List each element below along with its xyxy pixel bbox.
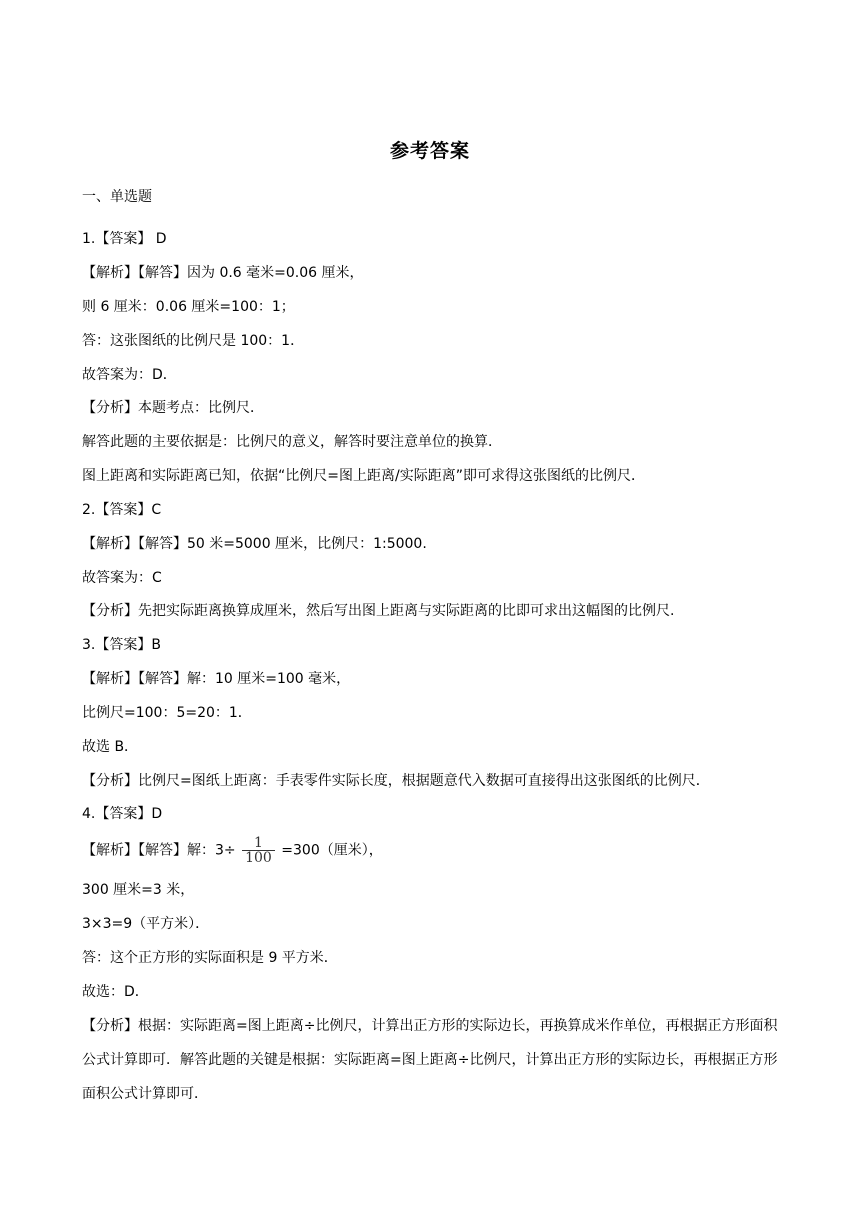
section-heading: 一、单选题 xyxy=(82,189,152,205)
fraction-one-hundredth xyxy=(242,836,275,865)
q4-line-1 xyxy=(82,836,383,865)
q4-line-2: 300 厘米=3 米， xyxy=(82,882,195,898)
q3-line-3: 故选 B． xyxy=(82,739,139,755)
fraction-numerator: 1 xyxy=(254,835,263,851)
q3-line-2: 比例尺=100：5=20：1． xyxy=(82,705,252,721)
q2-line-1: 【解析】【解答】50 米=5000 厘米，比例尺：1:5000. xyxy=(82,536,427,552)
q1-line-3: 答：这张图纸的比例尺是 100：1． xyxy=(82,333,305,349)
q1-line-1: 【解析】【解答】因为 0.6 毫米=0.06 厘米， xyxy=(82,265,364,281)
q4-line-5: 故选：D． xyxy=(82,984,149,1000)
q4-line-4: 答：这个正方形的实际面积是 9 平方米． xyxy=(82,950,338,966)
q2-answer: 2.【答案】C xyxy=(82,502,162,518)
q2-line-3: 【分析】先把实际距离换算成厘米，然后写出图上距离与实际距离的比即可求出这幅图的比例尺. xyxy=(82,603,675,619)
q3-line-1: 【解析】【解答】解：10 厘米=100 毫米， xyxy=(82,671,351,687)
q4-line-6: 【分析】根据：实际距离=图上距离÷比例尺，计算出正方形的实际边长，再换算成米作单位，再根据正方形面积公式计算即可．解答此题的关键是根据：实际距离=图上距离÷比例尺，计算出正方形的实际边长，再根据正方形面积公式计算即可． xyxy=(82,1018,778,1102)
q3-line-4: 【分析】比例尺=图纸上距离：手表零件实际长度，根据题意代入数据可直接得出这张图纸的比例尺． xyxy=(82,773,710,789)
q1-line-4: 故答案为：D． xyxy=(82,367,177,383)
q1-answer: 1.【答案】 D xyxy=(82,231,167,247)
q2-line-2: 故答案为：C xyxy=(82,570,162,586)
q1-line-7: 图上距离和实际距离已知，依据“比例尺=图上距离/实际距离”即可求得这张图纸的比例尺． xyxy=(82,468,645,484)
q3-answer: 3.【答案】B xyxy=(82,637,161,653)
page-title: 参考答案 xyxy=(389,140,470,162)
q4-line-1-suffix: =300（厘米）， xyxy=(281,842,383,859)
fraction-denominator: 100 xyxy=(242,850,275,865)
q1-line-6: 解答此题的主要依据是：比例尺的意义，解答时要注意单位的换算． xyxy=(82,434,502,450)
q4-line-1-prefix: 【解析】【解答】解：3÷ xyxy=(82,842,236,859)
q4-answer: 4.【答案】D xyxy=(82,806,163,822)
q4-line-3: 3×3=9（平方米）． xyxy=(82,916,210,932)
q1-line-2: 则 6 厘米：0.06 厘米=100：1； xyxy=(82,299,295,315)
q1-line-5: 【分析】本题考点：比例尺． xyxy=(82,400,264,416)
